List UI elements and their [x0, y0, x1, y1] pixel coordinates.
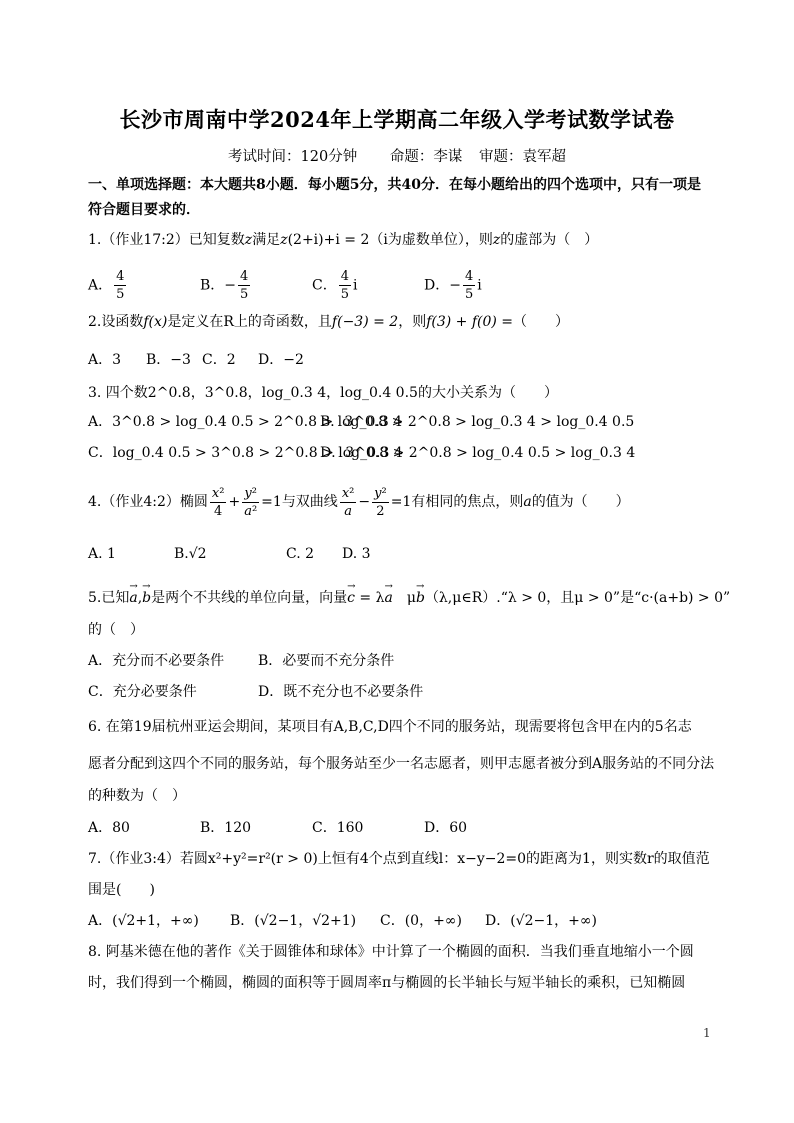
q2-option-d: D．−2: [258, 352, 304, 368]
section-heading-line2: 符合题目要求的．: [88, 202, 200, 218]
q5-stem-end: 的（ ）: [88, 622, 144, 638]
q3-stem: 3. 四个数2^0.8，3^0.8，log_0.3 4，log_0.4 0.5的大小关系为（ ）: [88, 385, 558, 401]
q1-option-d: D．− $\frac{4}{5}$ i: [424, 269, 482, 302]
q6-option-a: A．80: [88, 820, 130, 836]
q1-stem: 1.（作业17:2）已知复数z满足z(2+i)+i = 2（i为虚数单位），则z的虚部为（ ）: [88, 232, 599, 248]
q1-option-a: A． $\frac{4}{5}$: [88, 269, 125, 302]
exam-time: 考试时间：120分钟: [228, 149, 358, 165]
q4-stem: 4.（作业4:2）椭圆 $\frac{\text{x²}}{4}$ + $\frac{\text{y²}}{\text{a²}}$ =1与双曲线 $\frac{\text{x²}}{a}$ − $\frac{\text{y²}}{2}$ =1有相同的焦点，则a的值为（ ）: [88, 485, 630, 519]
q5-option-d: D．既不充分也不必要条件: [258, 684, 424, 700]
q7-option-a: A．(√2+1，+∞): [88, 913, 199, 929]
q3-option-d: D．3^0.8 > 2^0.8 > log_0.4 0.5 > log_0.3 4: [320, 445, 636, 461]
q5-option-c: C．充分必要条件: [88, 684, 197, 700]
exam-author: 命题：李谋: [389, 149, 463, 165]
q4-option-d: D. 3: [342, 546, 371, 562]
q5-stem: 5.已知→ a,→ b是两个不共线的单位向量，向量→ c = λ→ a μ→ b（λ,μ∈R）.“λ > 0，且μ > 0”是“c·(a+b) > 0”: [88, 588, 730, 608]
q8-line2: 时，我们得到一个椭圆，椭圆的面积等于圆周率π与椭圆的长半轴长与短半轴长的乘积，已知椭圆: [88, 975, 686, 991]
q3-option-a: A．3^0.8 > log_0.4 0.5 > 2^0.8 > log_0.3 4: [88, 414, 403, 430]
q4-option-c: C. 2: [286, 546, 315, 562]
q1-option-b: B．− $\frac{4}{5}$: [200, 269, 249, 302]
q6-option-c: C．160: [312, 820, 364, 836]
exam-reviewer: 审题：袁军超: [478, 149, 566, 165]
q8-line1: 8. 阿基米德在他的著作《关于圆锥体和球体》中计算了一个椭圆的面积．当我们垂直地缩小一个圆: [88, 944, 694, 960]
q5-option-b: B．必要而不充分条件: [258, 653, 395, 669]
page-title: 长沙市周南中学2024年上学期高二年级入学考试数学试卷: [119, 107, 675, 132]
section-heading-line1: 一、单项选择题：本大题共8小题．每小题5分，共40分．在每小题给出的四个选项中，只有一项是: [88, 177, 701, 193]
q7-line2: 围是( ): [88, 882, 155, 898]
q6-line1: 6. 在第19届杭州亚运会期间，某项目有A,B,C,D四个不同的服务站，现需要将包含甲在内的5名志: [88, 719, 692, 735]
q7-option-c: C．(0，+∞): [380, 913, 462, 929]
q7-line1: 7.（作业3:4）若圆x²+y²=r²(r > 0)上恒有4个点到直线l：x−y−2=0的距离为1，则实数r的取值范: [88, 851, 710, 867]
q2-option-b: B．−3: [146, 352, 191, 368]
q6-option-b: B．120: [200, 820, 252, 836]
q3-option-b: B．3^0.8 > 2^0.8 > log_0.3 4 > log_0.4 0.5: [320, 414, 635, 430]
q6-line2: 愿者分配到这四个不同的服务站，每个服务站至少一名志愿者，则甲志愿者被分到A服务站的不同分法: [88, 756, 715, 772]
q4-option-b: B.√2: [174, 546, 207, 562]
q3-option-c: C．log_0.4 0.5 > 3^0.8 > 2^0.8 > log_0.3 4: [88, 445, 403, 461]
q2-stem: 2.设函数f(x)是定义在R上的奇函数，且f(−3) = 2，则f(3) + f(0) =（ ）: [88, 314, 570, 330]
q7-option-d: D．(√2−1，+∞): [485, 913, 598, 929]
q5-option-a: A．充分而不必要条件: [88, 653, 225, 669]
q6-line3: 的种数为（ ）: [88, 788, 186, 804]
q4-option-a: A. 1: [88, 546, 116, 562]
q6-option-d: D．60: [424, 820, 468, 836]
q2-option-c: C．2: [202, 352, 236, 368]
q1-option-c: C． $\frac{4}{5}$ i: [312, 269, 358, 302]
page-number: 1: [703, 1026, 711, 1040]
q2-option-a: A．3: [88, 352, 122, 368]
q7-option-b: B．(√2−1，√2+1): [230, 913, 357, 929]
exam-meta: [0, 145, 794, 166]
